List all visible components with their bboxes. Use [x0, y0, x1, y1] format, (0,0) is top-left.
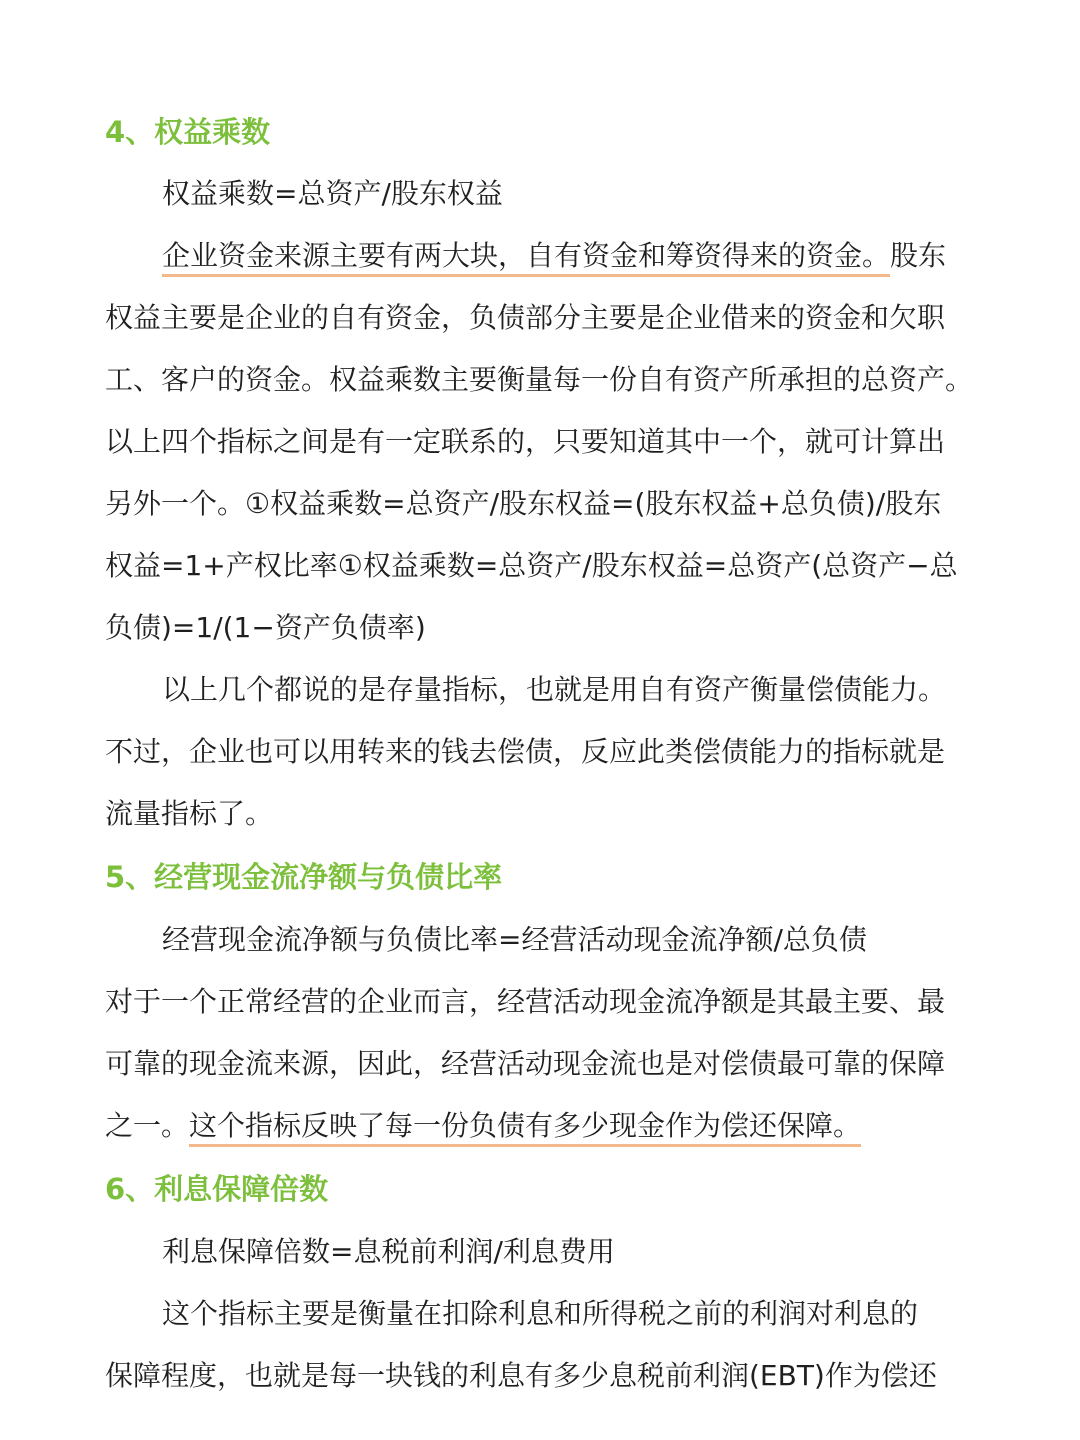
section-4-para1-line1 [162, 236, 946, 276]
section-4-para1-line2: 权益主要是企业的自有资金，负债部分主要是企业借来的资金和欠职 [105, 301, 946, 334]
section-6-heading: 6、利息保障倍数 [105, 1172, 329, 1206]
underlined-sentence: 企业资金来源主要有两大块，自有资金和筹资得来的资金。 [162, 239, 890, 277]
section-4-para1-line5: 另外一个。①权益乘数=总资产/股东权益=(股东权益+总负债)/股东 [105, 487, 942, 520]
text-span: 股东 [890, 239, 947, 272]
section-6-formula: 利息保障倍数=息税前利润/利息费用 [162, 1235, 615, 1268]
section-4-para2-line2: 不过，企业也可以用转来的钱去偿债，反应此类偿债能力的指标就是 [105, 735, 946, 768]
section-6-para-line1: 这个指标主要是衡量在扣除利息和所得税之前的利润对利息的 [162, 1297, 919, 1330]
section-5-heading: 5、经营现金流净额与负债比率 [105, 860, 503, 894]
section-4-para2-line3: 流量指标了。 [105, 797, 274, 830]
section-4-para1-line6: 权益=1+产权比率①权益乘数=总资产/股东权益=总资产(总资产−总 [105, 549, 958, 582]
section-5-formula: 经营现金流净额与负债比率=经营活动现金流净额/总负债 [162, 923, 867, 956]
section-4-para1-line7: 负债)=1/(1−资产负债率) [105, 611, 426, 644]
section-4-heading: 4、权益乘数 [105, 115, 271, 149]
section-5-para-line1: 对于一个正常经营的企业而言，经营活动现金流净额是其最主要、最 [105, 985, 946, 1018]
underlined-sentence: 这个指标反映了每一份负债有多少现金作为偿还保障。 [189, 1109, 861, 1147]
text-span: 之一。 [105, 1109, 190, 1142]
section-5-para-line2: 可靠的现金流来源，因此，经营活动现金流也是对偿债最可靠的保障 [105, 1047, 946, 1080]
section-4-para1-line3: 工、客户的资金。权益乘数主要衡量每一份自有资产所承担的总资产。 [105, 363, 974, 396]
section-4-para1-line4: 以上四个指标之间是有一定联系的，只要知道其中一个，就可计算出 [105, 425, 946, 458]
section-6-para-line2: 保障程度，也就是每一块钱的利息有多少息税前利润(EBT)作为偿还 [105, 1359, 937, 1392]
section-4-formula: 权益乘数=总资产/股东权益 [162, 177, 503, 210]
section-5-para-line3 [105, 1106, 861, 1146]
section-4-para2-line1: 以上几个都说的是存量指标，也就是用自有资产衡量偿债能力。 [162, 673, 947, 706]
